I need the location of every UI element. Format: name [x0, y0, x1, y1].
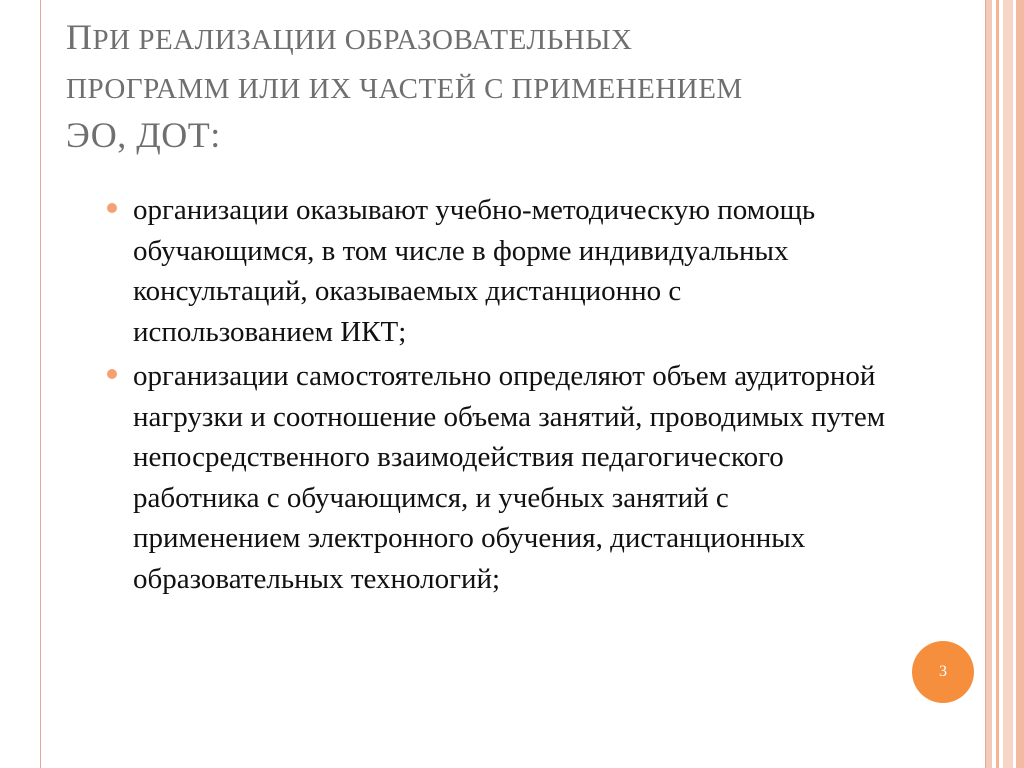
decorative-stripes — [986, 0, 1024, 768]
page-number: 3 — [939, 663, 947, 680]
slide-title — [66, 14, 926, 158]
bullet-text: организации самостоятельно определяют объем аудиторной нагрузки и соотношение объема занятий, проводимых путем непосредственного взаимодействия педагогического работника с обучающимся, и учебных занятий с применением электронного обучения, дистанционных образовательных технологий; — [133, 360, 886, 595]
title-line-2: ПРОГРАММ ИЛИ ИХ ЧАСТЕЙ С ПРИМЕНЕНИЕМ — [66, 73, 743, 105]
bullet-item — [107, 190, 887, 352]
title-line-3: ЭО, ДОТ: — [66, 115, 221, 155]
bullet-text: организации оказывают учебно-методическую помощь обучающимся, в том числе в форме индивидуальных консультаций, оказываемых дистанционно с использованием ИКТ; — [133, 194, 816, 348]
bullet-item — [107, 356, 887, 599]
title-line-1: ПРИ РЕАЛИЗАЦИИ ОБРАЗОВАТЕЛЬНЫХ — [66, 17, 633, 57]
page-number-badge — [912, 641, 974, 703]
bullet-list — [107, 190, 887, 603]
bullet-dot-icon — [107, 369, 117, 379]
bullet-dot-icon — [107, 203, 117, 213]
